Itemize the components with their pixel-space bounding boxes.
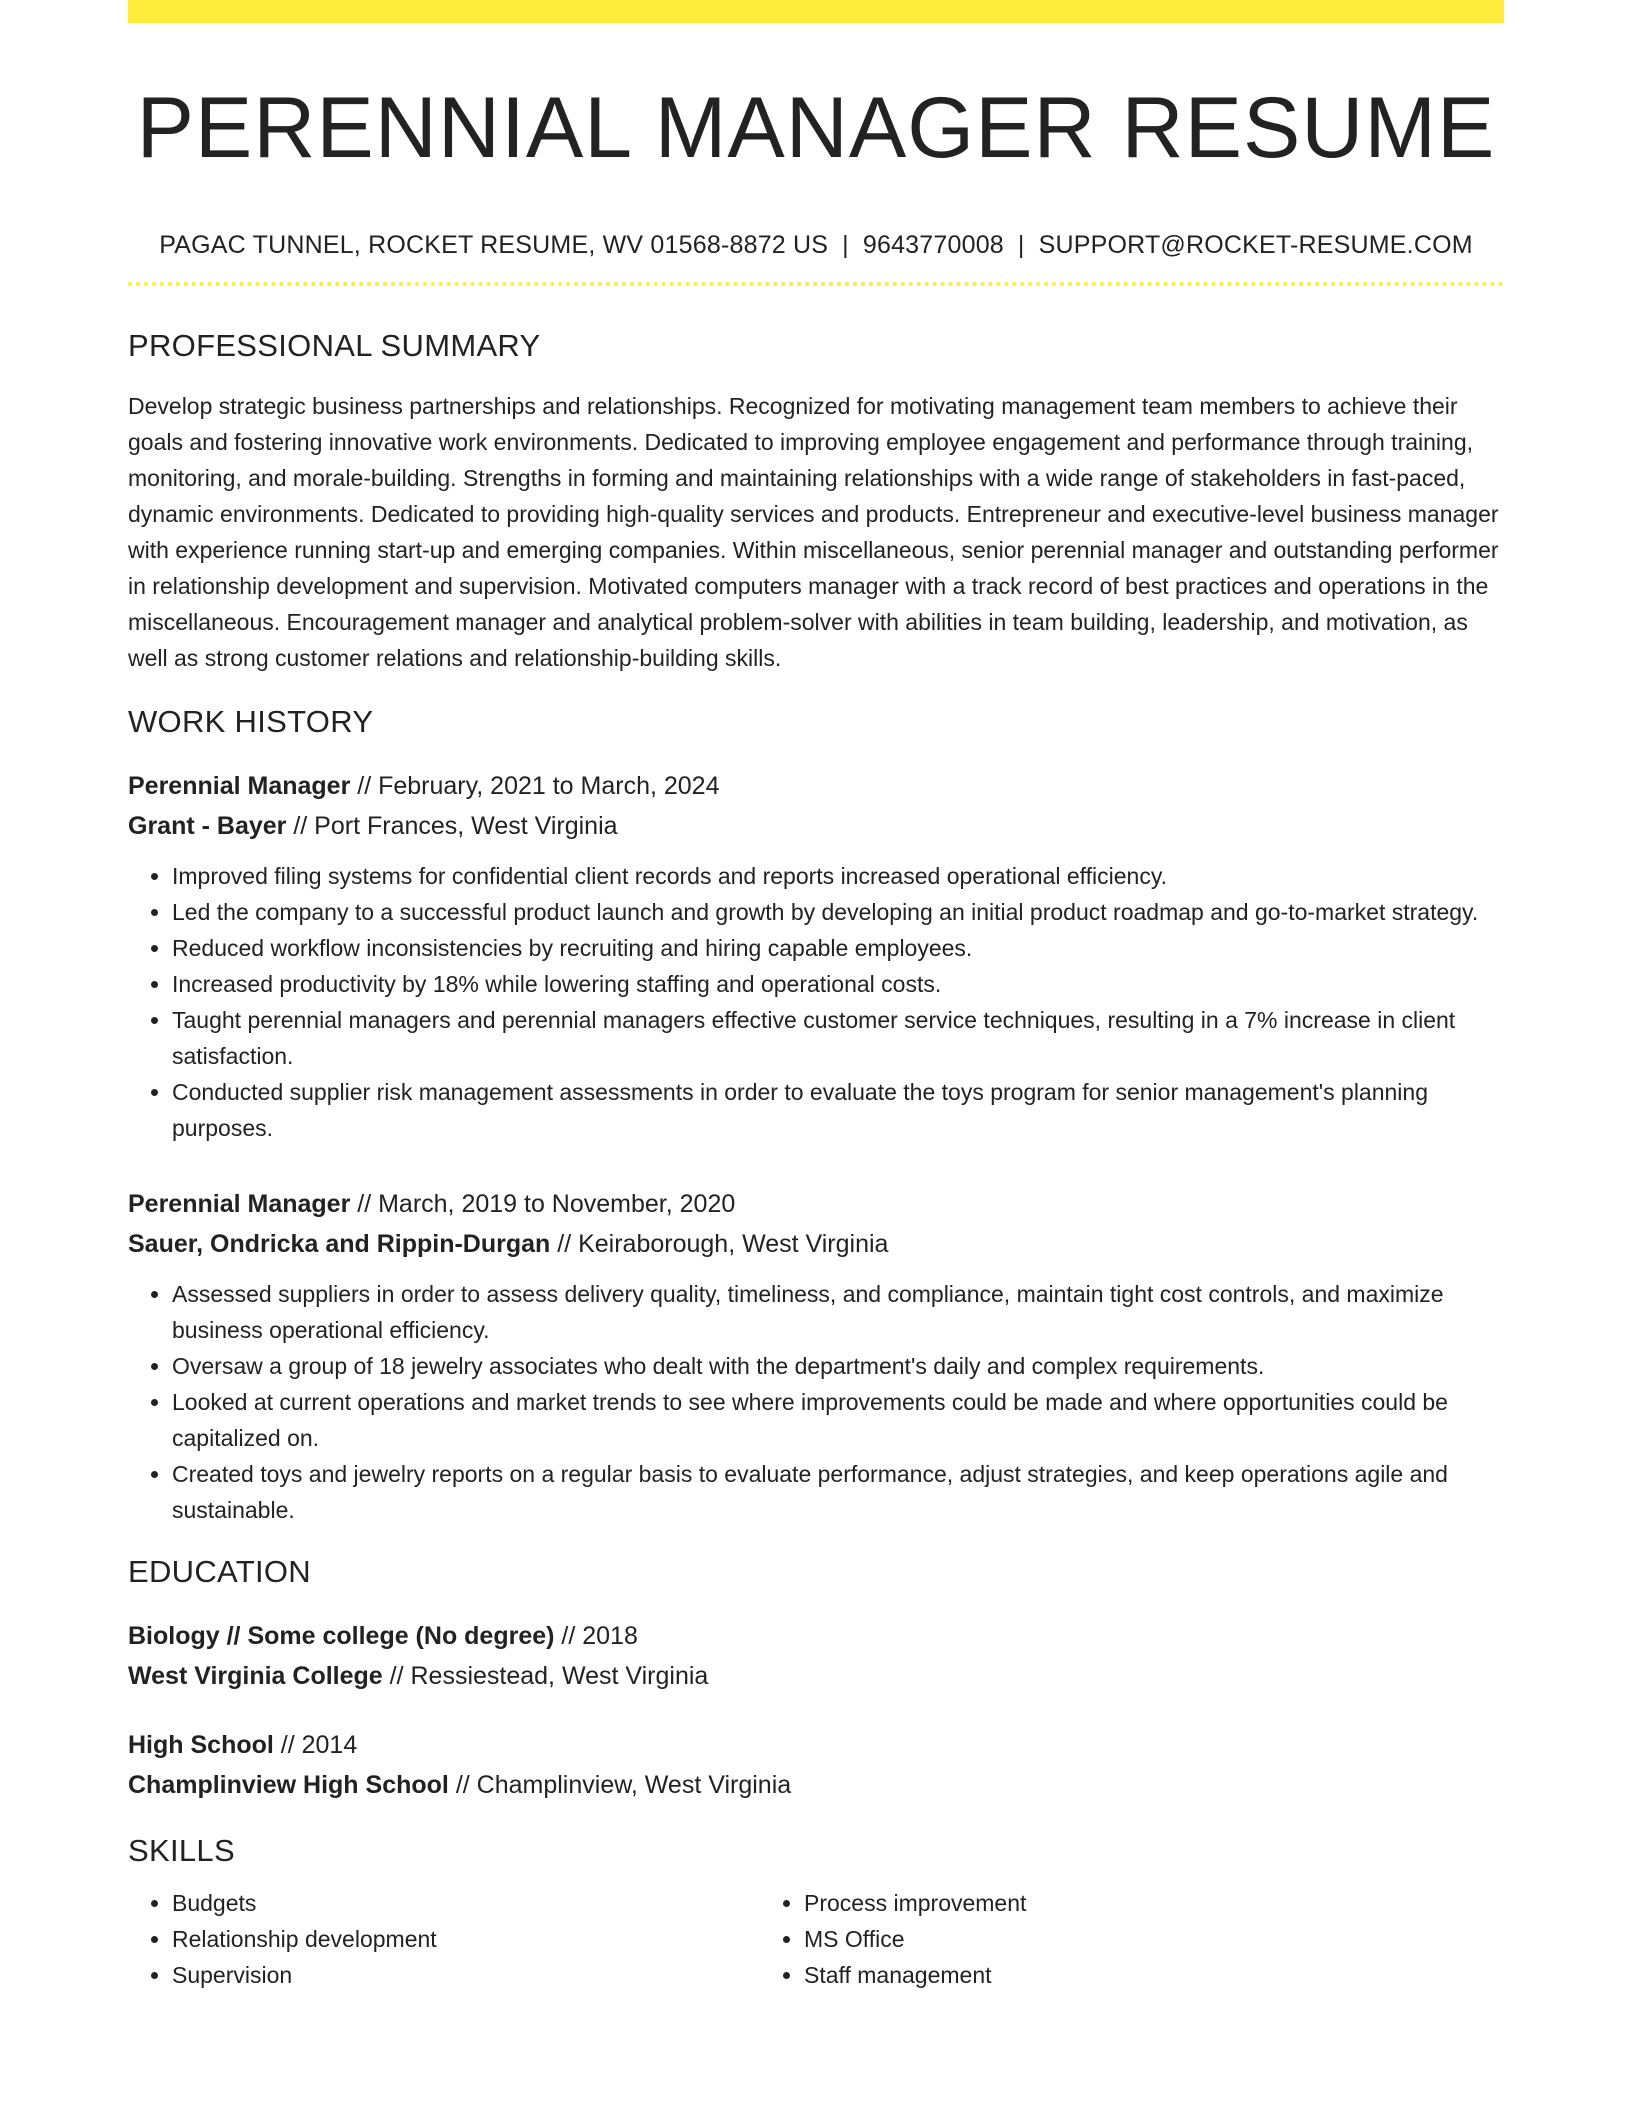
- job-company: Grant - Bayer: [128, 812, 287, 840]
- list-item: • Improved filing systems for confidential client records and reports increased operational efficiency.: [172, 858, 1504, 894]
- job-dates: // March, 2019 to November, 2020: [350, 1190, 736, 1218]
- contact-separator: |: [842, 231, 849, 259]
- education-degree-line: [128, 1616, 1504, 1656]
- job-bullets: [128, 1276, 1504, 1528]
- education-year: // 2018: [554, 1622, 638, 1650]
- contact-phone: 9643770008: [862, 231, 1004, 259]
- contact-separator: |: [1017, 231, 1025, 259]
- summary-heading: PROFESSIONAL SUMMARY: [128, 328, 541, 363]
- education-heading: EDUCATION: [128, 1554, 311, 1589]
- job-title-line: [128, 1184, 1504, 1224]
- education-school: Champlinview High School: [128, 1771, 449, 1799]
- list-item: • Relationship development: [172, 1921, 760, 1957]
- job-company: Sauer, Ondricka and Rippin-Durgan: [128, 1230, 551, 1258]
- education-degree: High School: [128, 1731, 274, 1759]
- list-item: • Reduced workflow inconsistencies by recruiting and hiring capable employees.: [172, 930, 1504, 966]
- job-entry: [128, 766, 1504, 1146]
- education-location: // Champlinview, West Virginia: [448, 1771, 792, 1799]
- resume-page: [128, 0, 1504, 1993]
- resume-title: PERENNIAL MANAGER RESUME: [136, 80, 1496, 176]
- list-item: • MS Office: [804, 1921, 1392, 1957]
- skills-grid: [128, 1885, 1504, 1993]
- list-item: • Assessed suppliers in order to assess delivery quality, timeliness, and compliance, maintain tight cost controls, and maximize business operational efficiency.: [172, 1276, 1504, 1348]
- job-company-line: [128, 1224, 1504, 1264]
- job-location: // Port Frances, West Virginia: [286, 812, 618, 840]
- education-degree-line: [128, 1725, 1504, 1765]
- dotted-divider: [128, 282, 1504, 286]
- contact-line: [128, 230, 1504, 260]
- list-item: • Process improvement: [804, 1885, 1392, 1921]
- education-location: // Ressiestead, West Virginia: [382, 1662, 709, 1690]
- education-entry: [128, 1725, 1504, 1805]
- contact-address: PAGAC TUNNEL, ROCKET RESUME, WV 01568-8872 US: [159, 231, 829, 259]
- job-bullets: [128, 858, 1504, 1146]
- list-item: • Supervision: [172, 1957, 760, 1993]
- skills-heading: SKILLS: [128, 1833, 235, 1868]
- skills-column-right: [760, 1885, 1392, 1993]
- list-item: • Staff management: [804, 1957, 1392, 1993]
- education-degree: Biology // Some college (No degree): [128, 1622, 555, 1650]
- skills-column-left: [128, 1885, 760, 1993]
- job-entry: [128, 1184, 1504, 1528]
- job-company-line: [128, 806, 1504, 846]
- education-entry: [128, 1616, 1504, 1696]
- list-item: • Conducted supplier risk management assessments in order to evaluate the toys program for senior management's planning purposes.: [172, 1074, 1504, 1146]
- contact-email: SUPPORT@ROCKET-RESUME.COM: [1038, 231, 1473, 259]
- work-history-heading: WORK HISTORY: [128, 704, 374, 739]
- education-school-line: [128, 1765, 1504, 1805]
- list-item: • Led the company to a successful product launch and growth by developing an initial product roadmap and go-to-market strategy.: [172, 894, 1504, 930]
- list-item: • Budgets: [172, 1885, 760, 1921]
- education-school: West Virginia College: [128, 1662, 383, 1690]
- education-school-line: [128, 1656, 1504, 1696]
- job-role: Perennial Manager: [128, 772, 351, 800]
- summary-text: Develop strategic business partnerships and relationships. Recognized for motivating management team members to achieve their goals and fostering innovative work environments. Dedicated to improving employee engagement and performance through training, monitoring, and morale-building. Strengths in forming and maintaining relationships with a wide range of stakeholders in fast-paced, dynamic environments. Dedicated to providing high-quality services and products. Entrepreneur and executive-level business manager with experience running start-up and emerging companies. Within miscellaneous, senior perennial manager and outstanding performer in relationship development and supervision. Motivated computers manager with a track record of best practices and operations in the miscellaneous. Encouragement manager and analytical problem-solver with abilities in team building, leadership, and motivation, as well as strong customer relations and relationship-building skills.: [128, 393, 1499, 671]
- education-year: // 2014: [273, 1731, 358, 1759]
- list-item: • Increased productivity by 18% while lowering staffing and operational costs.: [172, 966, 1504, 1002]
- job-title-line: [128, 766, 1504, 806]
- list-item: • Looked at current operations and market trends to see where improvements could be made and where opportunities could be capitalized on.: [172, 1384, 1504, 1456]
- list-item: • Oversaw a group of 18 jewelry associates who dealt with the department's daily and complex requirements.: [172, 1348, 1504, 1384]
- job-location: // Keiraborough, West Virginia: [550, 1230, 889, 1258]
- list-item: • Taught perennial managers and perennial managers effective customer service techniques, resulting in a 7% increase in client satisfaction.: [172, 1002, 1504, 1074]
- job-role: Perennial Manager: [128, 1190, 351, 1218]
- job-dates: // February, 2021 to March, 2024: [350, 772, 720, 800]
- list-item: • Created toys and jewelry reports on a regular basis to evaluate performance, adjust strategies, and keep operations agile and sustainable.: [172, 1456, 1504, 1528]
